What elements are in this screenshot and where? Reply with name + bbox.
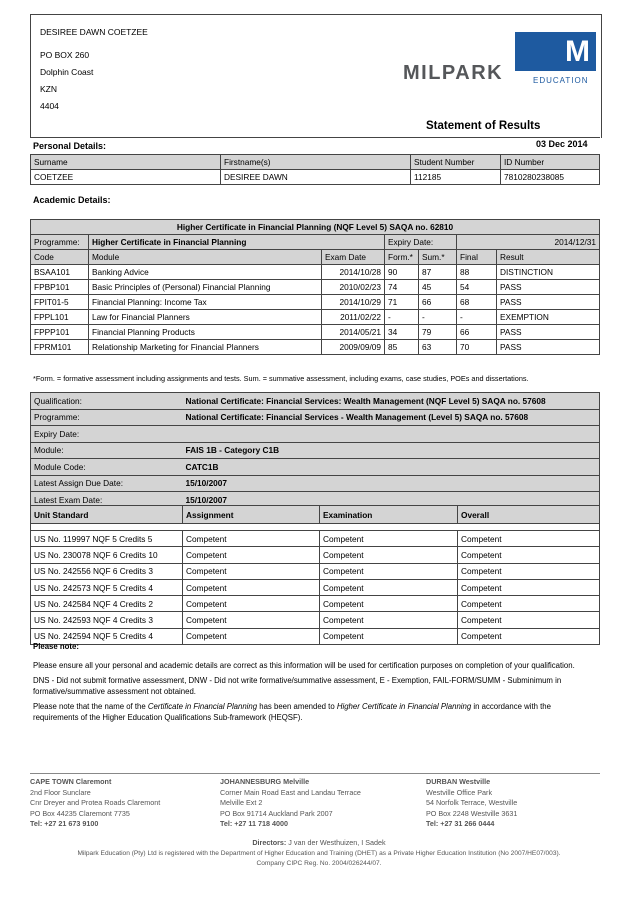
office-johannesburg <box>220 777 361 830</box>
notes-new-name: Higher Certificate in Financial Planning <box>336 702 472 711</box>
student-number-value: 112185 <box>411 170 501 185</box>
overall-cell: Competent <box>458 563 600 579</box>
exam-date-cell: 2014/10/28 <box>322 265 385 280</box>
expiry-value: 2014/12/31 <box>457 235 600 250</box>
header-cell: Assignment <box>183 506 320 524</box>
office-tel: Tel: +27 11 718 4000 <box>220 819 289 828</box>
office-durban <box>426 777 517 830</box>
logo-subtitle: EDUCATION <box>533 76 589 85</box>
final-cell: 66 <box>457 325 497 340</box>
office-line: PO Box 44235 Claremont 7735 <box>30 808 130 818</box>
sum-cell: - <box>419 310 457 325</box>
overall-cell: Competent <box>458 579 600 595</box>
overall-cell: Competent <box>458 531 600 547</box>
table-row <box>31 280 600 295</box>
table-row <box>31 310 600 325</box>
notes-heading: Please note: <box>33 642 79 651</box>
unit-cell: US No. 242573 NQF 5 Credits 4 <box>31 579 183 595</box>
header-cell: Result <box>497 250 600 265</box>
sum-cell: 66 <box>419 295 457 310</box>
programme-value: Higher Certificate in Financial Planning <box>89 235 385 250</box>
directors-line <box>0 838 638 849</box>
info-label: Module: <box>31 442 183 459</box>
unit-cell: US No. 119997 NQF 5 Credits 5 <box>31 531 183 547</box>
info-label: Programme: <box>31 409 183 426</box>
table-row <box>31 295 600 310</box>
programme-label: Programme: <box>31 235 89 250</box>
office-title: DURBAN Westville <box>426 777 491 786</box>
module-cell: Basic Principles of (Personal) Financial Planning <box>89 280 322 295</box>
final-cell: 68 <box>457 295 497 310</box>
header-cell: Sum.* <box>419 250 457 265</box>
divider <box>30 137 600 138</box>
statement-date: 03 Dec 2014 <box>536 139 588 149</box>
academic-heading: Academic Details: <box>33 195 111 205</box>
address-line: 4404 <box>40 101 59 111</box>
personal-table <box>30 154 600 185</box>
directors-names: J van der Westhuizen, I Sadek <box>288 838 386 847</box>
company-registration: Company CIPC Reg. No. 2004/026244/07. <box>256 860 382 867</box>
header-cell: Student Number <box>411 155 501 170</box>
office-cape-town <box>30 777 160 830</box>
header-cell: Exam Date <box>322 250 385 265</box>
header-cell: ID Number <box>501 155 600 170</box>
examination-cell: Competent <box>320 596 458 612</box>
module-cell: Law for Financial Planners <box>89 310 322 325</box>
info-value: National Certificate: Financial Services: Wealth Management (NQF Level 5) SAQA no. 57608 <box>183 393 600 410</box>
office-tel: Tel: +27 21 673 9100 <box>30 819 99 828</box>
header-cell: Examination <box>320 506 458 524</box>
code-cell: FPPL101 <box>31 310 89 325</box>
info-label: Latest Exam Date: <box>31 492 183 509</box>
examination-cell: Competent <box>320 628 458 644</box>
firstname-value: DESIREE DAWN <box>221 170 411 185</box>
office-line: PO Box 91714 Auckland Park 2007 <box>220 808 333 818</box>
result-cell: PASS <box>497 280 600 295</box>
address-line: PO BOX 260 <box>40 50 90 60</box>
qualification-title: Higher Certificate in Financial Planning (NQF Level 5) SAQA no. 62810 <box>31 220 600 235</box>
assignment-cell: Competent <box>183 531 320 547</box>
info-label: Expiry Date: <box>31 426 183 443</box>
module-cell: Financial Planning: Income Tax <box>89 295 322 310</box>
info-label: Module Code: <box>31 459 183 476</box>
header-cell: Code <box>31 250 89 265</box>
notes-old-name: Certificate in Financial Planning <box>147 702 258 711</box>
header-cell: Unit Standard <box>31 506 183 524</box>
table-row <box>31 325 600 340</box>
assignment-cell: Competent <box>183 579 320 595</box>
info-value: 15/10/2007 <box>183 475 600 492</box>
examination-cell: Competent <box>320 579 458 595</box>
footer-divider <box>30 773 600 774</box>
table-row <box>31 612 600 628</box>
office-tel: Tel: +27 31 266 0444 <box>426 819 495 828</box>
sum-cell: 63 <box>419 340 457 355</box>
logo-wordmark: MILPARK <box>403 62 504 84</box>
code-cell: FPRM101 <box>31 340 89 355</box>
result-cell: PASS <box>497 325 600 340</box>
code-cell: FPIT01-5 <box>31 295 89 310</box>
code-cell: FPPP101 <box>31 325 89 340</box>
notes-paragraph: Please ensure all your personal and academic details are correct as this information will be used for certification purposes on completion of your qualification. <box>33 661 575 670</box>
code-cell: FPBP101 <box>31 280 89 295</box>
sum-cell: 87 <box>419 265 457 280</box>
form-cell: 34 <box>385 325 419 340</box>
sum-cell: 45 <box>419 280 457 295</box>
notes-paragraph <box>33 701 598 723</box>
module-cell: Banking Advice <box>89 265 322 280</box>
assignment-cell: Competent <box>183 563 320 579</box>
header-cell: Overall <box>458 506 600 524</box>
recipient-name: DESIREE DAWN COETZEE <box>40 27 148 37</box>
info-value: 15/10/2007 <box>183 492 600 509</box>
office-title: CAPE TOWN Claremont <box>30 777 112 786</box>
id-number-value: 7810280238085 <box>501 170 600 185</box>
header-cell: Firstname(s) <box>221 155 411 170</box>
address-line: Dolphin Coast <box>40 67 94 77</box>
spacer <box>31 524 600 531</box>
final-cell: 70 <box>457 340 497 355</box>
table-row <box>31 579 600 595</box>
table-row <box>31 547 600 563</box>
nc-info-table <box>30 392 600 509</box>
final-cell: 54 <box>457 280 497 295</box>
notes-text: has been amended to <box>257 702 337 711</box>
office-line: Westville Office Park <box>426 787 493 797</box>
unit-cell: US No. 230078 NQF 6 Credits 10 <box>31 547 183 563</box>
form-cell: 71 <box>385 295 419 310</box>
registration-text: Milpark Education (Pty) Ltd is registered with the Department of Higher Education and Training (DHET) as a Private Higher Education Institution (No 2007/HE07/003). <box>77 850 561 857</box>
exam-date-cell: 2014/05/21 <box>322 325 385 340</box>
table-row <box>31 563 600 579</box>
office-line: Cnr Dreyer and Protea Roads Claremont <box>30 798 161 807</box>
header-cell: Final <box>457 250 497 265</box>
notes-text: Please note that the name of the <box>33 702 148 711</box>
statement-title: Statement of Results <box>426 120 541 132</box>
examination-cell: Competent <box>320 563 458 579</box>
academic-table <box>30 219 600 355</box>
examination-cell: Competent <box>320 547 458 563</box>
form-cell: 85 <box>385 340 419 355</box>
assignment-cell: Competent <box>183 612 320 628</box>
directors-label: Directors: <box>252 838 287 847</box>
unit-cell: US No. 242593 NQF 4 Credits 3 <box>31 612 183 628</box>
info-value: National Certificate: Financial Services - Wealth Management (Level 5) SAQA no. 57608 <box>183 409 600 426</box>
sum-cell: 79 <box>419 325 457 340</box>
address-line: KZN <box>40 84 57 94</box>
header-cell: Surname <box>31 155 221 170</box>
final-cell: - <box>457 310 497 325</box>
table-row <box>31 340 600 355</box>
assignment-cell: Competent <box>183 628 320 644</box>
personal-heading: Personal Details: <box>33 141 107 151</box>
exam-date-cell: 2009/09/09 <box>322 340 385 355</box>
code-cell: BSAA101 <box>31 265 89 280</box>
examination-cell: Competent <box>320 531 458 547</box>
assignment-cell: Competent <box>183 596 320 612</box>
table-row <box>31 265 600 280</box>
table-row <box>31 531 600 547</box>
assessment-footnote: *Form. = formative assessment including assignments and tests. Sum. = summative assessment, including exams, case studies, POEs and dissertations. <box>33 374 529 383</box>
logo-mark: M <box>515 32 596 71</box>
notes-text: in accordance with the requirements of the Higher Education Qualifications Sub-framework (HEQSF). <box>33 702 551 722</box>
final-cell: 88 <box>457 265 497 280</box>
form-cell: 90 <box>385 265 419 280</box>
result-cell: EXEMPTION <box>497 310 600 325</box>
result-cell: DISTINCTION <box>497 265 600 280</box>
overall-cell: Competent <box>458 612 600 628</box>
examination-cell: Competent <box>320 612 458 628</box>
info-label: Latest Assign Due Date: <box>31 475 183 492</box>
header-cell: Module <box>89 250 322 265</box>
exam-date-cell: 2010/02/23 <box>322 280 385 295</box>
module-cell: Financial Planning Products <box>89 325 322 340</box>
overall-cell: Competent <box>458 628 600 644</box>
assignment-cell: Competent <box>183 547 320 563</box>
office-line: 54 Norfolk Terrace, Westville <box>426 798 518 807</box>
office-line: Melville Ext 2 <box>220 798 263 807</box>
table-row <box>31 596 600 612</box>
result-cell: PASS <box>497 340 600 355</box>
exam-date-cell: 2014/10/29 <box>322 295 385 310</box>
exam-date-cell: 2011/02/22 <box>322 310 385 325</box>
module-cell: Relationship Marketing for Financial Planners <box>89 340 322 355</box>
info-label: Qualification: <box>31 393 183 410</box>
info-value: FAIS 1B - Category C1B <box>183 442 600 459</box>
overall-cell: Competent <box>458 547 600 563</box>
notes-paragraph: DNS - Did not submit formative assessment, DNW - Did not write formative/summative assessment, E - Exemption, FAIL-FORM/SUMM - Subminimum in formative/summative assessment not obtained. <box>33 676 562 696</box>
office-line: 2nd Floor Sunclare <box>30 787 91 797</box>
info-value <box>183 426 600 443</box>
overall-cell: Competent <box>458 596 600 612</box>
office-line: Corner Main Road East and Landau Terrace <box>220 787 361 797</box>
surname-value: COETZEE <box>31 170 221 185</box>
office-line: PO Box 2248 Westville 3631 <box>426 808 518 818</box>
form-cell: - <box>385 310 419 325</box>
office-title: JOHANNESBURG Melville <box>220 777 310 786</box>
unit-cell: US No. 242584 NQF 4 Credits 2 <box>31 596 183 612</box>
unit-standards-table <box>30 505 600 645</box>
form-cell: 74 <box>385 280 419 295</box>
expiry-label: Expiry Date: <box>385 235 457 250</box>
unit-cell: US No. 242594 NQF 5 Credits 4 <box>31 628 183 644</box>
header-cell: Form.* <box>385 250 419 265</box>
result-cell: PASS <box>497 295 600 310</box>
unit-cell: US No. 242556 NQF 6 Credits 3 <box>31 563 183 579</box>
info-value: CATC1B <box>183 459 600 476</box>
